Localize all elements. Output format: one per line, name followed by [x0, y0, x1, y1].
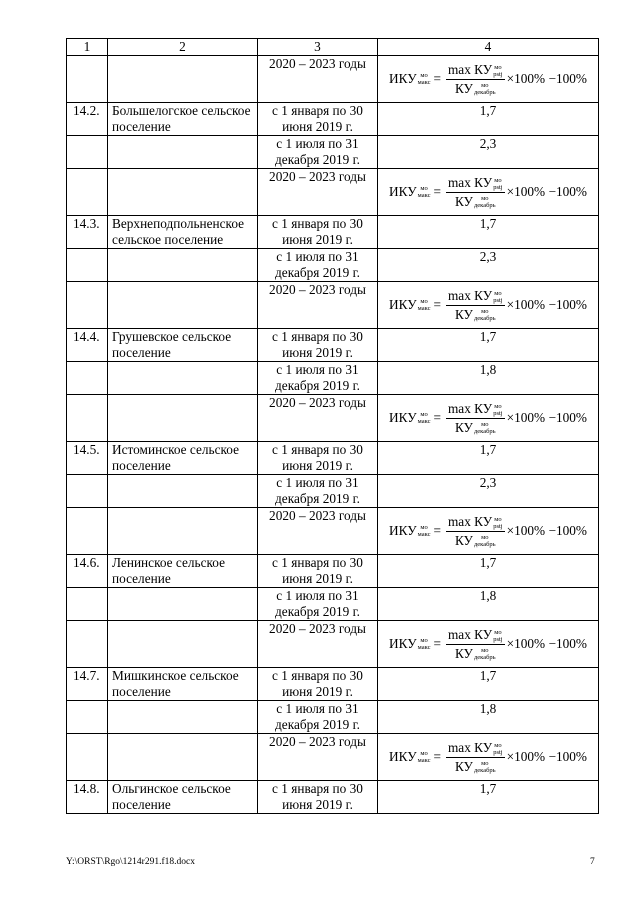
period-cell: с 1 января по 30 июня 2019 г.: [258, 103, 378, 136]
numerator-text: max КУ: [447, 513, 493, 529]
denominator-text: КУ: [454, 193, 473, 209]
footer-file-path: Y:\ORST\Rgo\1214r291.f18.docx: [66, 857, 195, 867]
formula-superscript: мо: [481, 647, 489, 655]
table-row: [67, 668, 599, 701]
table-row: [67, 508, 599, 555]
formula-subscript: pstj: [493, 748, 503, 756]
period-cell: с 1 июля по 31 декабря 2019 г.: [258, 701, 378, 734]
table-row: [67, 442, 599, 475]
period-cell: 2020 – 2023 годы: [258, 169, 378, 216]
script-stack: [474, 421, 496, 435]
script-stack: [418, 637, 431, 651]
numerator-text: max КУ: [447, 739, 493, 755]
index-formula: [381, 395, 595, 441]
row-number: [67, 701, 108, 734]
formula-superscript: мо: [494, 402, 502, 410]
table-row: [67, 56, 599, 103]
formula-fraction: [446, 175, 505, 210]
formula-equals: =: [433, 71, 441, 86]
table-row: [67, 329, 599, 362]
formula-superscript: мо: [481, 82, 489, 90]
script-stack: [474, 760, 496, 774]
table-row: [67, 169, 599, 216]
header-cell: 3: [258, 39, 378, 56]
formula-subscript: декабрь: [473, 541, 496, 549]
formula-equals: =: [433, 636, 441, 651]
denominator-text: КУ: [454, 645, 473, 661]
row-number: [67, 282, 108, 329]
index-formula: [381, 621, 595, 667]
script-stack: [474, 195, 496, 209]
formula-superscript: мо: [420, 750, 428, 757]
period-cell: с 1 января по 30 июня 2019 г.: [258, 781, 378, 814]
settlement-name: [108, 508, 258, 555]
script-stack: [418, 524, 431, 538]
fraction-numerator: [446, 62, 505, 80]
fraction-denominator: [453, 306, 498, 323]
row-number: [67, 588, 108, 621]
index-formula: [381, 169, 595, 215]
formula-subscript: макс: [417, 644, 431, 651]
formula-superscript: мо: [420, 72, 428, 79]
formula-subscript: декабрь: [473, 428, 496, 436]
formula-superscript: мо: [494, 628, 502, 636]
formula-tail: ×100% −100%: [506, 184, 587, 199]
fraction-denominator: [453, 419, 498, 436]
formula-fraction: [446, 62, 505, 97]
formula-subscript: декабрь: [473, 202, 496, 210]
index-formula: [381, 734, 595, 780]
value-cell: 1,7: [378, 781, 599, 814]
formula-subscript: pstj: [493, 635, 503, 643]
table-row: [67, 282, 599, 329]
period-cell: 2020 – 2023 годы: [258, 508, 378, 555]
table-row: [67, 216, 599, 249]
script-stack: [493, 403, 502, 417]
footer-page-number: 7: [590, 857, 595, 867]
script-stack: [474, 647, 496, 661]
period-cell: с 1 июля по 31 декабря 2019 г.: [258, 588, 378, 621]
formula-tail: ×100% −100%: [506, 523, 587, 538]
formula-subscript: pstj: [493, 409, 503, 417]
value-cell: 2,3: [378, 249, 599, 282]
settlement-name: Верхнеподпольненское сельское поселение: [108, 216, 258, 249]
value-cell: 1,8: [378, 362, 599, 395]
table-row: [67, 136, 599, 169]
period-cell: с 1 января по 30 июня 2019 г.: [258, 329, 378, 362]
formula-subscript: макс: [417, 418, 431, 425]
settlement-name: Ленинское сельское поселение: [108, 555, 258, 588]
table-row: [67, 475, 599, 508]
formula-fraction: [446, 627, 505, 662]
script-stack: [493, 516, 502, 530]
formula-cell: [378, 508, 599, 555]
formula-superscript: мо: [494, 289, 502, 297]
formula-equals: =: [433, 297, 441, 312]
formula-tail: ×100% −100%: [506, 749, 587, 764]
fraction-numerator: [446, 514, 505, 532]
fraction-numerator: [446, 175, 505, 193]
script-stack: [418, 185, 431, 199]
denominator-text: КУ: [454, 419, 473, 435]
index-formula: [381, 282, 595, 328]
script-stack: [418, 411, 431, 425]
row-number: [67, 621, 108, 668]
row-number: 14.6.: [67, 555, 108, 588]
numerator-text: max КУ: [447, 287, 493, 303]
fraction-denominator: [453, 532, 498, 549]
script-stack: [493, 742, 502, 756]
formula-subscript: декабрь: [473, 767, 496, 775]
numerator-text: max КУ: [447, 61, 493, 77]
formula-fraction: [446, 401, 505, 436]
row-number: 14.3.: [67, 216, 108, 249]
table-row: [67, 103, 599, 136]
formula-tail: ×100% −100%: [506, 297, 587, 312]
formula-fraction: [446, 740, 505, 775]
fraction-numerator: [446, 288, 505, 306]
fraction-denominator: [453, 758, 498, 775]
script-stack: [474, 308, 496, 322]
formula-subscript: декабрь: [473, 89, 496, 97]
row-number: [67, 56, 108, 103]
formula-superscript: мо: [420, 298, 428, 305]
formula-subscript: pstj: [493, 522, 503, 530]
value-cell: 1,7: [378, 329, 599, 362]
formula-subscript: макс: [417, 192, 431, 199]
formula-lhs: ИКУ: [389, 71, 417, 86]
row-number: [67, 734, 108, 781]
fraction-numerator: [446, 627, 505, 645]
denominator-text: КУ: [454, 532, 473, 548]
index-formula: [381, 56, 595, 102]
formula-superscript: мо: [420, 524, 428, 531]
row-number: 14.7.: [67, 668, 108, 701]
period-cell: 2020 – 2023 годы: [258, 621, 378, 668]
numerator-text: max КУ: [447, 626, 493, 642]
formula-subscript: макс: [417, 531, 431, 538]
settlement-name: [108, 621, 258, 668]
fraction-numerator: [446, 740, 505, 758]
value-cell: 1,7: [378, 442, 599, 475]
formula-equals: =: [433, 410, 441, 425]
settlement-name: [108, 395, 258, 442]
formula-subscript: pstj: [493, 183, 503, 191]
formula-fraction: [446, 288, 505, 323]
formula-equals: =: [433, 523, 441, 538]
formula-superscript: мо: [420, 411, 428, 418]
row-number: 14.2.: [67, 103, 108, 136]
settlement-name: [108, 362, 258, 395]
formula-superscript: мо: [494, 515, 502, 523]
formula-lhs: ИКУ: [389, 410, 417, 425]
script-stack: [493, 629, 502, 643]
header-cell: 2: [108, 39, 258, 56]
formula-tail: ×100% −100%: [506, 71, 587, 86]
settlement-name: [108, 701, 258, 734]
denominator-text: КУ: [454, 758, 473, 774]
formula-subscript: pstj: [493, 296, 503, 304]
period-cell: с 1 июля по 31 декабря 2019 г.: [258, 475, 378, 508]
formula-superscript: мо: [420, 185, 428, 192]
formula-lhs: ИКУ: [389, 184, 417, 199]
row-number: [67, 249, 108, 282]
formula-superscript: мо: [481, 421, 489, 429]
formula-lhs: ИКУ: [389, 636, 417, 651]
formula-superscript: мо: [494, 741, 502, 749]
value-cell: 1,8: [378, 701, 599, 734]
script-stack: [418, 298, 431, 312]
period-cell: 2020 – 2023 годы: [258, 734, 378, 781]
formula-subscript: макс: [417, 79, 431, 86]
script-stack: [493, 64, 502, 78]
table-row: [67, 588, 599, 621]
formula-superscript: мо: [494, 176, 502, 184]
row-number: [67, 169, 108, 216]
numerator-text: max КУ: [447, 174, 493, 190]
period-cell: с 1 июля по 31 декабря 2019 г.: [258, 362, 378, 395]
row-number: 14.8.: [67, 781, 108, 814]
period-cell: с 1 июля по 31 декабря 2019 г.: [258, 249, 378, 282]
fraction-denominator: [453, 80, 498, 97]
fraction-denominator: [453, 193, 498, 210]
row-number: 14.5.: [67, 442, 108, 475]
row-number: [67, 395, 108, 442]
settlement-name: [108, 588, 258, 621]
formula-subscript: pstj: [493, 70, 503, 78]
formula-superscript: мо: [481, 195, 489, 203]
table-row: [67, 249, 599, 282]
row-number: [67, 475, 108, 508]
table-row: [67, 395, 599, 442]
row-number: 14.4.: [67, 329, 108, 362]
formula-superscript: мо: [481, 534, 489, 542]
settlement-name: [108, 249, 258, 282]
numerator-text: max КУ: [447, 400, 493, 416]
script-stack: [493, 290, 502, 304]
formula-cell: [378, 169, 599, 216]
period-cell: с 1 января по 30 июня 2019 г.: [258, 555, 378, 588]
formula-lhs: ИКУ: [389, 297, 417, 312]
header-cell: 4: [378, 39, 599, 56]
denominator-text: КУ: [454, 306, 473, 322]
script-stack: [493, 177, 502, 191]
formula-subscript: макс: [417, 757, 431, 764]
script-stack: [474, 82, 496, 96]
formula-superscript: мо: [481, 760, 489, 768]
table-row: [67, 701, 599, 734]
formula-cell: [378, 395, 599, 442]
fraction-denominator: [453, 645, 498, 662]
table-row: [67, 734, 599, 781]
fraction-numerator: [446, 401, 505, 419]
settlement-name: Мишкинское сельское поселение: [108, 668, 258, 701]
period-cell: 2020 – 2023 годы: [258, 395, 378, 442]
value-cell: 1,7: [378, 668, 599, 701]
formula-tail: ×100% −100%: [506, 636, 587, 651]
period-cell: с 1 января по 30 июня 2019 г.: [258, 216, 378, 249]
formula-fraction: [446, 514, 505, 549]
formula-lhs: ИКУ: [389, 523, 417, 538]
formula-cell: [378, 621, 599, 668]
formula-subscript: макс: [417, 305, 431, 312]
period-cell: 2020 – 2023 годы: [258, 56, 378, 103]
value-cell: 1,8: [378, 588, 599, 621]
denominator-text: КУ: [454, 80, 473, 96]
formula-superscript: мо: [481, 308, 489, 316]
index-formula: [381, 508, 595, 554]
row-number: [67, 508, 108, 555]
table-row: [67, 362, 599, 395]
settlement-name: Большелогское сельское поселение: [108, 103, 258, 136]
settlement-name: [108, 282, 258, 329]
value-cell: 2,3: [378, 475, 599, 508]
row-number: [67, 136, 108, 169]
value-cell: 1,7: [378, 216, 599, 249]
settlement-name: Ольгинское сельское поселение: [108, 781, 258, 814]
formula-superscript: мо: [494, 63, 502, 71]
value-cell: 1,7: [378, 555, 599, 588]
formula-equals: =: [433, 184, 441, 199]
settlement-name: Истоминское сельское поселение: [108, 442, 258, 475]
script-stack: [418, 750, 431, 764]
period-cell: с 1 января по 30 июня 2019 г.: [258, 442, 378, 475]
period-cell: с 1 июля по 31 декабря 2019 г.: [258, 136, 378, 169]
settlement-name: [108, 56, 258, 103]
formula-lhs: ИКУ: [389, 749, 417, 764]
formula-superscript: мо: [420, 637, 428, 644]
period-cell: с 1 января по 30 июня 2019 г.: [258, 668, 378, 701]
value-cell: 2,3: [378, 136, 599, 169]
tariff-table: [66, 38, 599, 814]
formula-cell: [378, 56, 599, 103]
table-row: [67, 555, 599, 588]
formula-tail: ×100% −100%: [506, 410, 587, 425]
formula-cell: [378, 734, 599, 781]
settlement-name: [108, 136, 258, 169]
script-stack: [418, 72, 431, 86]
formula-subscript: декабрь: [473, 654, 496, 662]
formula-equals: =: [433, 749, 441, 764]
value-cell: 1,7: [378, 103, 599, 136]
formula-subscript: декабрь: [473, 315, 496, 323]
script-stack: [474, 534, 496, 548]
header-cell: 1: [67, 39, 108, 56]
period-cell: 2020 – 2023 годы: [258, 282, 378, 329]
row-number: [67, 362, 108, 395]
table-header-row: [67, 39, 599, 56]
settlement-name: [108, 475, 258, 508]
table-row: [67, 621, 599, 668]
settlement-name: Грушевское сельское поселение: [108, 329, 258, 362]
settlement-name: [108, 169, 258, 216]
settlement-name: [108, 734, 258, 781]
table-row: [67, 781, 599, 814]
formula-cell: [378, 282, 599, 329]
